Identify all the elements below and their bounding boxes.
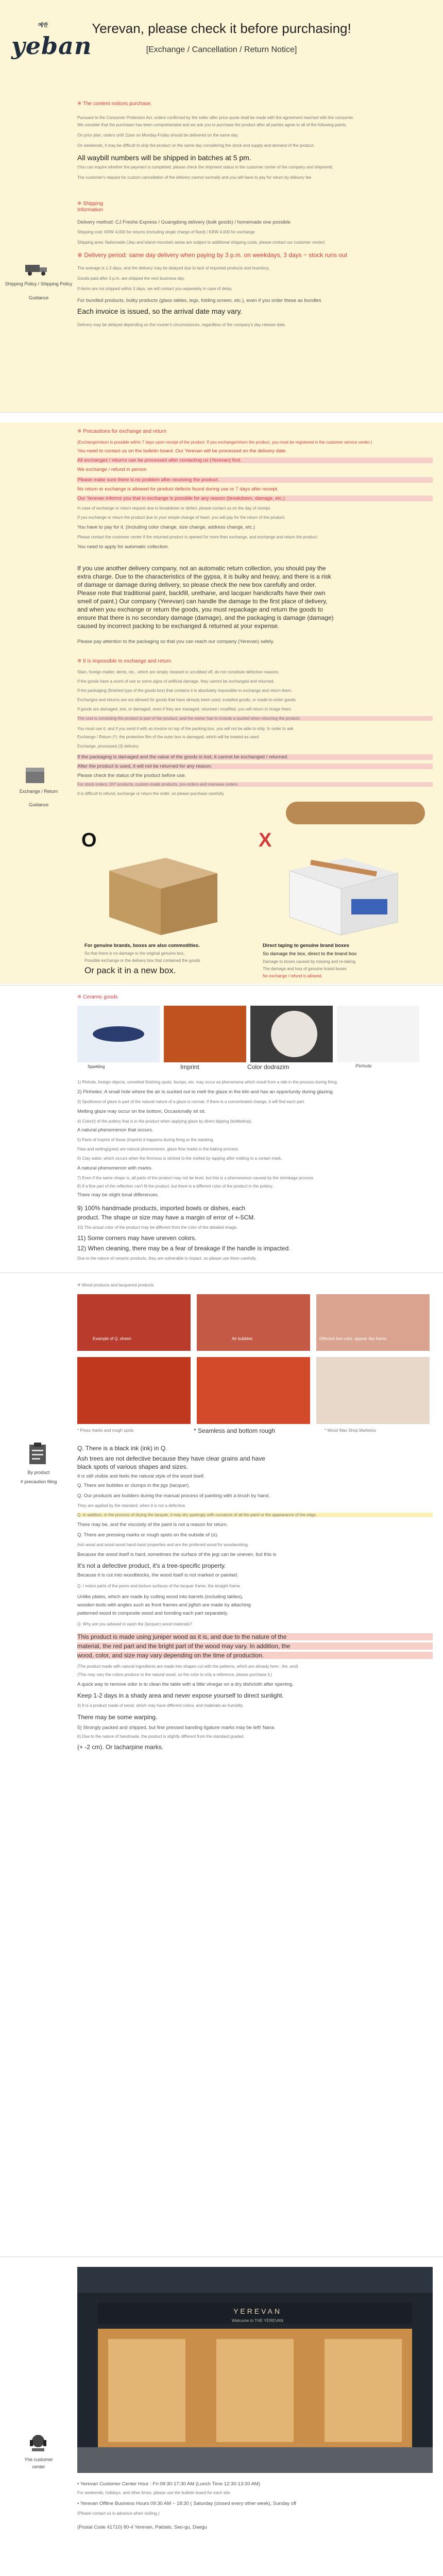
exchange-line: You need to contact us on the bulletin board. Our Yerevan will be processed on the delivery date. bbox=[77, 448, 287, 454]
shipping-line: The customer's request for custom cancellation of the delivery cannot normally and you will have to pay for return by delivery fee bbox=[77, 175, 312, 180]
cap-right: The damage and loss of genuine brand boxes bbox=[263, 967, 347, 971]
storefront-photo bbox=[77, 2267, 433, 2473]
page-subtitle: [Exchange / Cancellation / Return Notice] bbox=[146, 45, 297, 54]
exchange-side-label: Exchange / Return bbox=[19, 789, 58, 794]
ceramic-line: Melting glaze may occur on the bottom, Occasionally sit sit. bbox=[77, 1109, 206, 1114]
lacquer-line: Because the wood itself is hard, sometimes the surface of the jegi can be uneven, but this is bbox=[77, 1552, 277, 1557]
lacquer-photo-bubbles bbox=[197, 1294, 310, 1351]
lacquer-photo-cap: Air bubbles bbox=[232, 1336, 253, 1341]
impossible-line: Exchange, processed (3) delivery bbox=[77, 744, 139, 749]
shipping-line: On weekends, it may be difficult to ship the product on the same day considering the stock and supply and demand of the product. bbox=[77, 143, 315, 148]
customer-section bbox=[0, 2267, 443, 2576]
exchange-line: Our Yerevan informs you that in exchange is possible for any reason (breakdown, damage, etc.) bbox=[77, 496, 433, 501]
divider bbox=[0, 412, 443, 413]
shipping-side-label: Shipping Policy / Shipping Policy bbox=[5, 281, 73, 286]
ceramic-line: 5) Parts of imprint of those (Imprint) it happens during firing or the stacking. bbox=[77, 1138, 214, 1142]
exchange-line: You need to apply for automatic collection. bbox=[77, 544, 169, 550]
exchange-line: You have to pay for it. (Including color change, size change, address change, etc.) bbox=[77, 524, 255, 530]
box-ok-image bbox=[99, 850, 228, 938]
impossible-line: If the goods have a scent of use or some signs of artificial damage, they cannot be exchanged and returned. bbox=[77, 679, 275, 684]
ceramic-photo-pinhole bbox=[337, 1006, 419, 1062]
shipping-line: All waybill numbers will be shipped in batches at 5 pm. bbox=[77, 154, 251, 162]
ceramic-line: A natural phenomenon that occurs. bbox=[77, 1127, 154, 1133]
clipboard-icon bbox=[28, 1443, 47, 1465]
lacquer-line: Q. Our products are builders during the manual process of painting with a brush by hand. bbox=[77, 1493, 270, 1499]
lacquer-photo-cap: Different line color, appear like frame bbox=[319, 1336, 387, 1341]
store-sign: YEREVAN bbox=[233, 2307, 282, 2315]
lacquer-line: (+ -2 cm). Or tacharpine marks. bbox=[77, 1743, 164, 1751]
exchange-para: smell of paint.) Our company (Yerevan) can handle the damage to the first place of delivery, bbox=[77, 598, 328, 605]
ceramic-line: A natural phenomenon with marks. bbox=[77, 1165, 153, 1171]
lacquer-sidebar bbox=[0, 1283, 77, 2251]
lacquer-side-label: By product bbox=[27, 1470, 50, 1475]
lacquer-photo-seam bbox=[197, 1357, 310, 1424]
logo-tag: 예반 bbox=[38, 23, 48, 28]
ceramic-label: Pinhole bbox=[355, 1063, 372, 1069]
impossible-line: The cost is consisting the product is part of the product, and the owner has to include a quoted when returning the product. bbox=[77, 716, 433, 721]
lacquer-line: 4) It is a product made of wood, which may have different colors, and materials as humidity. bbox=[77, 1703, 244, 1708]
lacquer-line: Q. In addition, in the process of drying the lacquer, it may dry sparingly with curvature of all the paint or the appearance of the edge. bbox=[77, 1513, 433, 1517]
cap-left: So that there is no damage to the original genuine box, bbox=[84, 951, 185, 956]
exchange-side-sub: Guidance bbox=[28, 802, 49, 807]
lacquer-line: Q. There is a black ink (ink) in Q. bbox=[77, 1445, 167, 1452]
customer-side-sub: center bbox=[32, 2464, 45, 2469]
exchange-para: Please note that traditional paint, backfill, urethane, and lacquer handicrafts have their own bbox=[77, 589, 326, 597]
exchange-para: and when you exchange or return the goods, you must repackage and return the goods to bbox=[77, 606, 323, 613]
lacquer-content bbox=[77, 1283, 438, 2251]
ceramic-line: 8) If a fine part of the reflection can't fit the product, but there is a different color of the product in the pottery. bbox=[77, 1184, 274, 1189]
divider bbox=[0, 985, 443, 986]
truck-icon bbox=[25, 263, 48, 276]
exchange-head: ※ Precautions for exchange and return bbox=[77, 429, 166, 434]
tube-image bbox=[286, 802, 425, 824]
exchange-line: If you exchange or return the product due to your simple change of heart, you will pay for the return of the product. bbox=[77, 515, 285, 520]
impossible-line: After the product is used, it will not be returned for any reason. bbox=[77, 764, 433, 769]
exchange-sidebar bbox=[0, 422, 77, 984]
lacquer-line: 6) Due to the nature of handmade, the product is slightly different from the standard graded. bbox=[77, 1734, 245, 1739]
shipping-head: ※ The content notices purchase. bbox=[77, 101, 152, 107]
cap-left: Or pack it in a new box. bbox=[84, 965, 176, 975]
shipping-info-line: For bundled products, bulky products (glass tables, legs, folding screen, etc.), even if you order these as bundles bbox=[77, 298, 321, 303]
exchange-para: caused by incorrect packing to be exchanged & returned at your expense. bbox=[77, 622, 280, 630]
ceramic-line: 12) When cleaning, there may be a fear of breakage if the handle is impacted. bbox=[77, 1245, 291, 1252]
mark-o: O bbox=[81, 829, 97, 851]
ceramic-line: 4) Color(t) of the pottery that is in the product when applying glaze by direct dipping (bottledrop). bbox=[77, 1119, 252, 1124]
lacquer-line: wood, color, and size may vary depending on the time of production. bbox=[77, 1652, 433, 1659]
shipping-section bbox=[0, 93, 443, 412]
impossible-head: ※ It is impossible to exchange and return bbox=[77, 658, 172, 664]
impossible-line: Stain, foreign matter, dents, etc., which are simply cleaned or scrubbed off, do not constitute defective reasons. bbox=[77, 670, 280, 674]
shipping-side-sub: Guidance bbox=[28, 295, 49, 300]
headset-icon bbox=[27, 2432, 49, 2452]
lacquer-line: wooden tools with angles such as front frames and jigfish are made by attaching bbox=[77, 1602, 251, 1608]
exchange-line: Please contact the customer center if the returned product is opened for more than exchange, and exchange and return the product. bbox=[77, 535, 318, 539]
ceramic-photo-sparkling bbox=[77, 1006, 160, 1062]
lacquer-line: material, the red part and the bright part of the wood may vary. In addition, the bbox=[77, 1642, 433, 1650]
impossible-line: Exchanges and returns are not allowed for goods that have already been used, installed goods, or made-to-order goods. bbox=[77, 698, 297, 702]
mark-x: X bbox=[259, 829, 272, 851]
shipping-info-line: Goods paid after 3 p.m. are shipped the next business day. bbox=[77, 276, 185, 281]
exchange-para: If you use another delivery company, not an automatic return collection, you should pay the bbox=[77, 565, 326, 572]
box-icon bbox=[25, 767, 45, 784]
impossible-line: Exchange / Return (*): the protective film of the outer box is damaged, which will be treated as used bbox=[77, 735, 259, 739]
exchange-line: (Exchange/return is possible within 7 days upon receipt of the product. If you exchange/return the product, you must be registered in the customer service center.) bbox=[77, 440, 372, 445]
exchange-para: extra charge. Due to the characteristics of the gypsa, it is bulky and heavy, and there is a risk bbox=[77, 573, 331, 580]
ceramic-line: 7) Even if the same shape is, all parts of the product may not be level, but this is a phenomenon caused by the shrinkage process. bbox=[77, 1176, 315, 1180]
shipping-content bbox=[77, 93, 438, 412]
cap-left: Possible exchange or the delivery box that contained the goods bbox=[84, 958, 200, 963]
exchange-section bbox=[0, 422, 443, 984]
shipping-info-line: Each invoice is issued, so the arrival date may vary. bbox=[77, 307, 243, 315]
page-title: Yerevan, please check it before purchasing! bbox=[92, 21, 351, 36]
shipping-info-line: Delivery may be delayed depending on the courier's circumstances, regardless of the company's day release date. bbox=[77, 323, 286, 327]
shipping-sidebar bbox=[0, 93, 77, 412]
lacquer-line: This product is made using juniper wood as it is, and due to the nature of the bbox=[77, 1633, 433, 1640]
lacquer-line: Ash wood and wood wood hand-hand properties and are the preferred wood for woodworking. bbox=[77, 1543, 249, 1547]
lacquer-bottom-cap: * Press marks and rough spots bbox=[77, 1428, 134, 1433]
customer-side-label: Yhe customer bbox=[24, 2457, 53, 2462]
lacquer-line: black spots of various shapes and sizes. bbox=[77, 1463, 188, 1470]
shipping-info-line: ※ Delivery period: same day delivery when paying by 3 p.m. on weekdays, 3 days ~ stock runs out bbox=[77, 251, 347, 259]
exchange-line: Please make sure there is no problem after receiving the product. bbox=[77, 477, 433, 483]
exchange-para: ensure that there is no secondary damage (damage), and the packaging is damage (damage) bbox=[77, 614, 334, 621]
ceramic-line: 11) Some corners may have uneven colors. bbox=[77, 1234, 197, 1242]
ceramic-line: 1) Pinhole, foreign objects, unmelted finishing spots, bumps, etc. may occur as phenomena which result from a ride in the process during firing. bbox=[77, 1080, 338, 1084]
ceramic-line: Flaw and writing(grew) are natural phenomenon, glaze flow marks in the baking process. bbox=[77, 1147, 239, 1151]
customer-content bbox=[77, 2267, 438, 2576]
lacquer-line: It's not a defective product, it's a tree-specific property. bbox=[77, 1562, 226, 1569]
customer-line: (Please contact us in advance when visiting.) bbox=[77, 2511, 160, 2516]
ceramic-head: ※ Ceramic goods bbox=[77, 994, 118, 1000]
ceramic-line: 6) Clay water, which occurs when the firmness is sticked to the melted by tapping after melting to a certain mark. bbox=[77, 1156, 282, 1161]
lacquer-line: There may be some warping. bbox=[77, 1714, 158, 1721]
ceramic-line: Due to the nature of ceramic products, they are vulnerable to impact, so please use them carefully. bbox=[77, 1256, 257, 1261]
lacquer-line: Ash trees are not defective because they have clear grains and have bbox=[77, 1455, 265, 1462]
shipping-line: On prior plan, orders until 11am on Monday-Friday should be delivered on the same day. bbox=[77, 133, 239, 138]
lacquer-line: It is still visible and feels the natural style of the wood itself. bbox=[77, 1473, 205, 1479]
impossible-line: Please check the status of the product before use. bbox=[77, 773, 186, 778]
ceramic-line: 3) Spottiness of glaze is part of the natural nature of a glaze is normal. If there is a concentrated change, it will find each part. bbox=[77, 1099, 305, 1104]
lacquer-line: Keep 1-2 days in a shady area and never expose yourself to direct sunlight. bbox=[77, 1692, 284, 1699]
ceramic-label: Color dodrazim bbox=[247, 1063, 289, 1071]
shipping-info-line: The average is 1-2 days, and the delivery may be delayed due to lack of imported products and inventory. bbox=[77, 266, 270, 270]
lacquer-line: patterned wood to composite wood and bonding each part separately. bbox=[77, 1611, 228, 1616]
box-taped-image bbox=[279, 850, 408, 938]
ceramic-photo-imprint bbox=[164, 1006, 246, 1062]
impossible-line: If goods are damaged, lost, or damaged, even if they are managed, returned / modified, you will return to image them. bbox=[77, 707, 292, 711]
lacquer-line: Q. Why are you advised to wash the (lacquer) wood materials? bbox=[77, 1622, 192, 1626]
ceramic-line: There may be slight tonal differences. bbox=[77, 1192, 159, 1198]
lacquer-line: (This may vary the colors produce to the natural wood, so the color is only a reference, please purchase it.) bbox=[77, 1672, 272, 1677]
lacquer-line: 5) Strongly packed and shipped, but fine pressed banding ligature marks may be left! Nana bbox=[77, 1725, 275, 1731]
shipping-info-line: Shipping area: Nationwide (Jeju and island mountain areas are subject to additional shipping costs, please contact our customer center) bbox=[77, 240, 325, 245]
lacquer-line: Q. There are pressing marks or rough spots on the outside of (o). bbox=[77, 1532, 218, 1538]
customer-line: For weekends, holidays, and other times, please use the bulletin board for each site. bbox=[77, 2490, 231, 2495]
ceramic-label: Imprint bbox=[180, 1063, 199, 1071]
lacquer-line: Because it is cut into woodblocks, the wood itself is not marked or painted. bbox=[77, 1572, 238, 1578]
cap-right: No exchange / refund is allowed. bbox=[263, 974, 323, 978]
header-band bbox=[0, 0, 443, 93]
shipping-line: We consider that the purchaser has been comprehended and we ask you to purchase the product after all parties agree to all of the following points. bbox=[77, 123, 347, 127]
lacquer-line: Q. There are bubbles or clumps in the jigs (lacquer). bbox=[77, 1483, 190, 1488]
customer-line: (Postal Code 41710) 80-4 Yerevan, Paldalo, Seo-gu, Daegu bbox=[77, 2524, 207, 2530]
lacquer-line: Q. I notice parts of the pores and texture surfaces of the lacquer frame, the straight frame. bbox=[77, 1584, 241, 1588]
lacquer-line: There may be, and the viscosity of the paint is not a reason for return. bbox=[77, 1522, 228, 1528]
logo-word: yeban bbox=[11, 32, 92, 60]
lacquer-line: Unlike plates, which are made by cutting wood into barrels (including tables), bbox=[77, 1594, 244, 1600]
ceramic-line: 10) The actual color of the product may be different from the color of the detailed image. bbox=[77, 1225, 237, 1230]
ceramic-line: 9) 100% handmade products, imported bowls or dishes, each bbox=[77, 1205, 246, 1212]
shipping-info-line: Delivery method: CJ Freshe Express / Guangdong delivery (bulk goods) / homemade one possible bbox=[77, 219, 291, 225]
lacquer-bottom-cap: * Seamless and bottom rough bbox=[194, 1427, 276, 1434]
exchange-line: No return or exchange is allowed for product defects found during use or 7 days after receipt. bbox=[77, 486, 279, 492]
customer-line: • Yerevan Customer Center Hour : Fri 09:30-17:30 AM (Lunch Time 12:30-13:30 AM) bbox=[77, 2481, 261, 2487]
exchange-content bbox=[77, 422, 438, 984]
exchange-line: We exchange / refund in person bbox=[77, 467, 147, 472]
shipping-line: (You can inquire whether the payment is completed, please check the shipment status in the customer center of the company and shipment) bbox=[77, 165, 333, 170]
ceramic-label: Sparkling bbox=[88, 1064, 105, 1069]
store-sign-sub: Welcome to THE YEREVAN bbox=[232, 2318, 283, 2323]
lacquer-photo-cap: Example of Q. sheen bbox=[93, 1336, 131, 1341]
impossible-line: It is difficult to refund, exchange or return the order, so please purchase carefully. bbox=[77, 791, 225, 796]
lacquer-bottom-cap: * Wood Wax Shop Marketos bbox=[325, 1428, 377, 1433]
shipping-info-head: ※ Shipping bbox=[77, 201, 104, 207]
cap-left: For genuine brands, boxes are also commodities. bbox=[84, 943, 200, 948]
lacquer-photo-line bbox=[316, 1294, 430, 1351]
lacquer-section bbox=[0, 1283, 443, 2251]
exchange-line: In case of exchange or return request due to breakdown or defect, please contact us on the day of receipt. bbox=[77, 506, 271, 511]
lacquer-line: They are applied by the standard, when it is not a defective. bbox=[77, 1503, 186, 1508]
impossible-line: If the packaging is damaged and the value of the goods is lost, it cannot be exchanged / returned. bbox=[77, 754, 433, 760]
shipping-line: Pursuant to the Consumer Protection Act, orders confirmed by the seller after price quote shall be made with the agreement reached with the consumer. bbox=[77, 115, 354, 120]
ceramic-photo-color bbox=[250, 1006, 333, 1062]
ceramic-line: 2) Pinholes: A small hole where the air is sucked out to melt the glaze in the kiln and has an opportunity during glazing. bbox=[77, 1089, 334, 1095]
lacquer-side-sub: # precaution filing bbox=[20, 1479, 57, 1484]
impossible-line: For stock orders, DIY products, custom-made products, pre-orders and overseas orders. bbox=[77, 782, 433, 787]
customer-sidebar bbox=[0, 2267, 77, 2576]
lacquer-photo-wood bbox=[316, 1357, 430, 1424]
exchange-para: of damage or damage during delivery, so please check the new box carefully and order. bbox=[77, 581, 317, 588]
exchange-line: All exchanges / returns can be processed after contacting us (Yerevan) first. bbox=[77, 457, 433, 463]
lacquer-line: A quick way to remove odor is to clean the table with a little vinegar on a dry dishcloth after opening. bbox=[77, 1682, 294, 1687]
lacquer-head: ※ Wood products and lacquered products bbox=[77, 1283, 154, 1287]
exchange-caution: Please pay attention to the packaging so that you can reach our company (Yerevan) safely. bbox=[77, 639, 275, 645]
shipping-info-line: If items are not shipped within 3 days, we will contact you separately in case of delay. bbox=[77, 286, 233, 291]
lacquer-line: (The product made with natural ingredients are made into shapes cut with the patterns, which are already here ; the, and) bbox=[77, 1664, 298, 1669]
shipping-info-head2: Information bbox=[77, 207, 104, 213]
impossible-line: If the packaging (finished type of the goods box) that contains it is absolutely impossible to exchange and return them. bbox=[77, 688, 293, 693]
shipping-info-line: Shipping cost: KRW 4,000 for returns (including single charge of fixed) / KRW 4,000 for exchange bbox=[77, 230, 255, 234]
lacquer-photo-sheen bbox=[77, 1294, 191, 1351]
lacquer-photo-press bbox=[77, 1357, 191, 1424]
cap-right: So damage the box, direct to the brand box bbox=[263, 951, 357, 957]
cap-right: Damage to boxes caused by missing and re-taking. bbox=[263, 959, 356, 964]
cap-right: Direct taping to genuine brand boxes bbox=[263, 943, 349, 948]
impossible-line: You must use it, and if you send it with an invoice on top of the packing box, you will not be able to ship. In order to ask bbox=[77, 726, 294, 731]
customer-line: • Yerevan Offline Business Hours 09:30 AM ~ 18:30 ( Saturday (closed every other week), Sunday off bbox=[77, 2501, 297, 2506]
ceramic-line: product. The shape or size may have a margin of error of +-5CM. bbox=[77, 1214, 255, 1221]
